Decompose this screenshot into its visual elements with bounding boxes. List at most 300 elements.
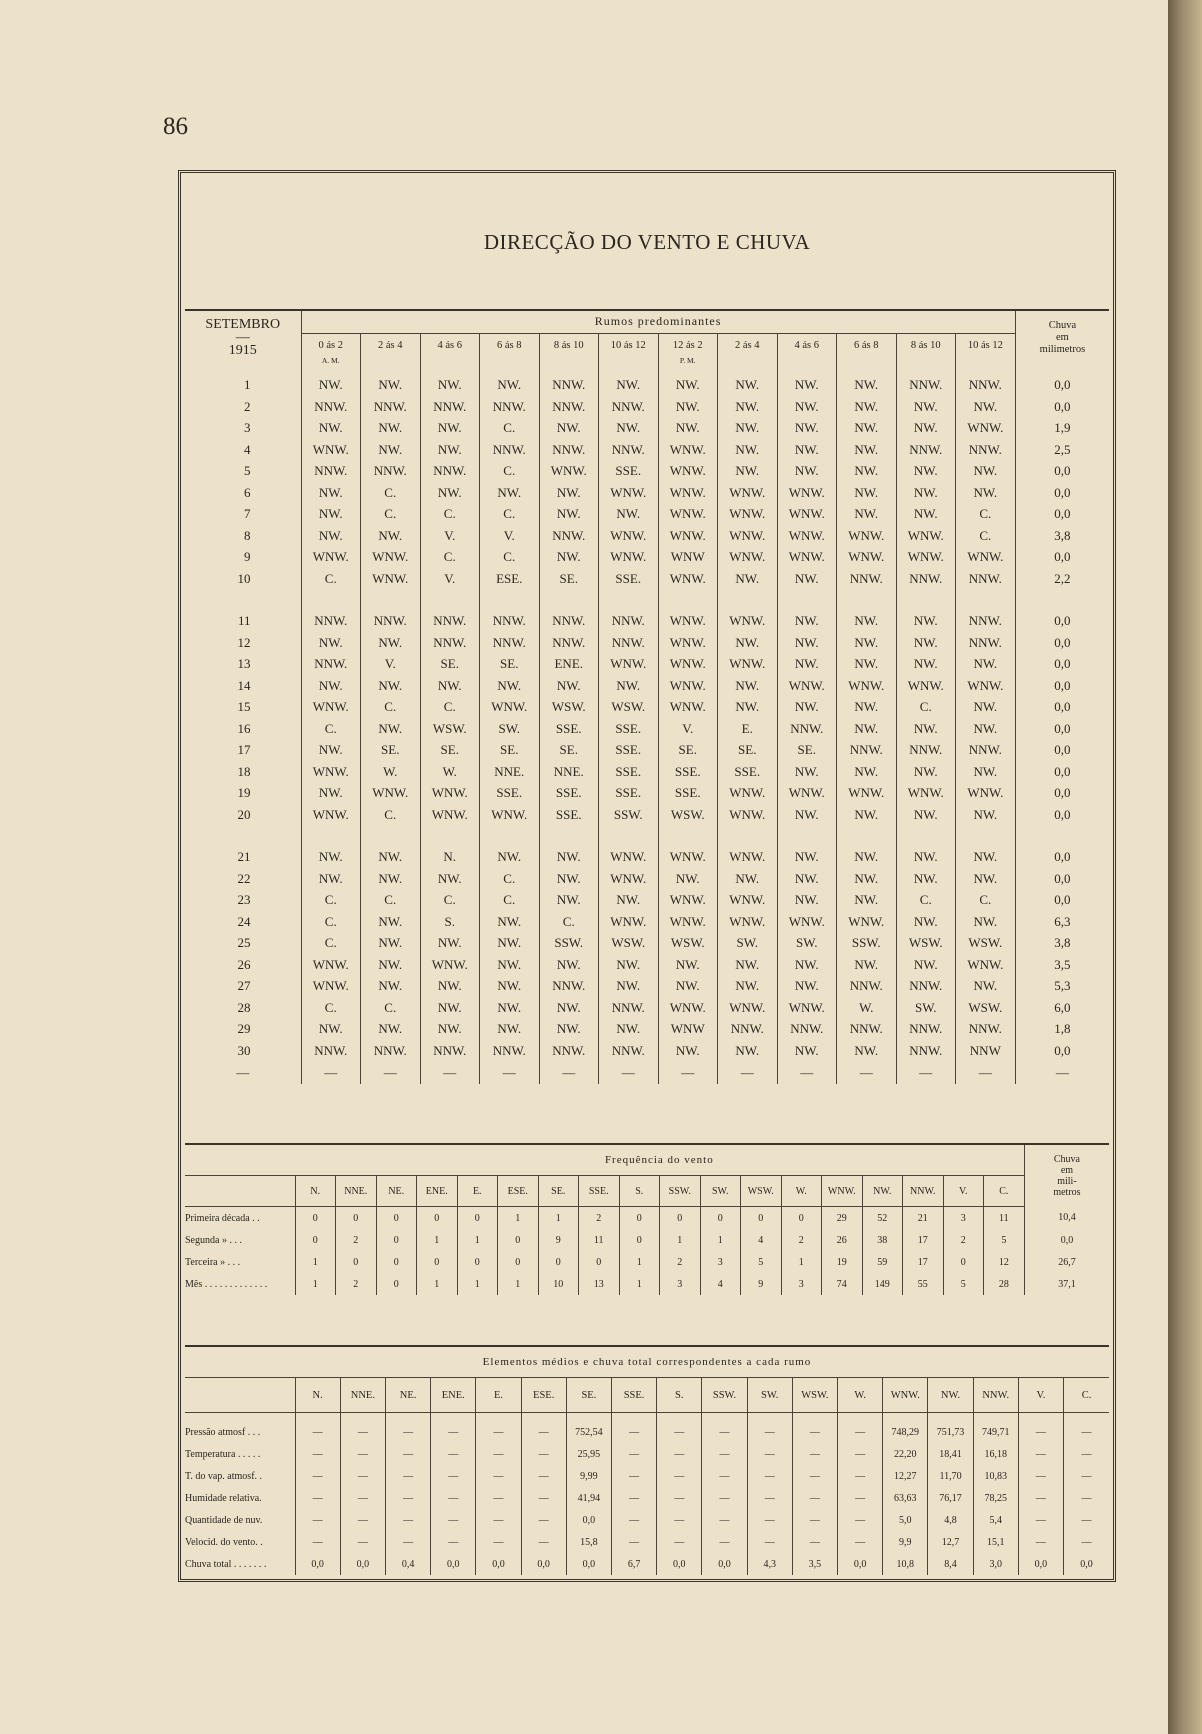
element-cell: — bbox=[702, 1421, 747, 1443]
wind-direction-cell: WNW. bbox=[658, 504, 718, 526]
wind-direction-cell: C. bbox=[480, 504, 540, 526]
wind-direction-cell: WNW. bbox=[480, 804, 540, 826]
frequency-group-label: Frequência do vento bbox=[604, 1154, 714, 1166]
frequency-cell: 1 bbox=[295, 1251, 336, 1273]
element-cell: — bbox=[295, 1465, 340, 1487]
wind-direction-cell: NNW. bbox=[896, 568, 956, 590]
wind-direction-cell: WNW. bbox=[658, 632, 718, 654]
element-cell: — bbox=[611, 1443, 656, 1465]
wind-direction-cell: NNW. bbox=[420, 396, 480, 418]
table-row bbox=[185, 1229, 1109, 1251]
wind-direction-cell: NW. bbox=[658, 954, 718, 976]
table-row bbox=[185, 525, 1109, 547]
element-cell: — bbox=[702, 1531, 747, 1553]
wind-direction-cell: NW. bbox=[896, 632, 956, 654]
wind-direction-cell: NW. bbox=[718, 439, 778, 461]
element-cell: — bbox=[657, 1465, 702, 1487]
wind-direction-cell: NW. bbox=[837, 418, 897, 440]
element-cell: — bbox=[1018, 1421, 1063, 1443]
element-cell: — bbox=[838, 1509, 883, 1531]
day-cell: 2 bbox=[244, 398, 251, 414]
element-cell: — bbox=[1064, 1465, 1109, 1487]
day-cell: 6 bbox=[244, 484, 251, 500]
wind-direction-cell: C. bbox=[480, 868, 540, 890]
wind-direction-cell: WNW. bbox=[658, 568, 718, 590]
frequency-cell: 0 bbox=[336, 1251, 377, 1273]
wind-direction-cell: NNW. bbox=[420, 632, 480, 654]
wind-direction-cell: NW. bbox=[301, 675, 361, 697]
element-cell: 752,54 bbox=[566, 1421, 611, 1443]
wind-direction-cell: NW. bbox=[777, 654, 837, 676]
wind-direction-cell: NW. bbox=[420, 933, 480, 955]
day-cell: 11 bbox=[237, 613, 251, 629]
wind-direction-cell: WNW. bbox=[956, 675, 1016, 697]
element-cell: 16,18 bbox=[973, 1443, 1018, 1465]
wind-direction-cell: ESE. bbox=[480, 568, 540, 590]
element-cell: — bbox=[1018, 1487, 1063, 1509]
day-cell: 13 bbox=[237, 656, 251, 672]
element-cell: — bbox=[611, 1421, 656, 1443]
frequency-cell: 2 bbox=[336, 1273, 377, 1295]
table-row bbox=[185, 375, 1109, 397]
element-cell: 4,8 bbox=[928, 1509, 973, 1531]
wind-direction-cell: SSE. bbox=[539, 718, 599, 740]
wind-direction-cell: NW. bbox=[956, 718, 1016, 740]
wind-direction-cell: WNW. bbox=[956, 954, 1016, 976]
wind-direction-cell: NW. bbox=[480, 847, 540, 869]
wind-direction-cell: WNW. bbox=[956, 547, 1016, 569]
element-cell: — bbox=[611, 1531, 656, 1553]
wind-direction-cell: NW. bbox=[896, 804, 956, 826]
table-row bbox=[185, 654, 1109, 676]
row-label: Mês . . . . . . . . . . . . . bbox=[185, 1278, 268, 1290]
table-row bbox=[185, 418, 1109, 440]
element-cell: — bbox=[747, 1487, 792, 1509]
rain-cell: 0,0 bbox=[1015, 461, 1109, 483]
day-cell: 28 bbox=[237, 999, 251, 1015]
wind-direction-cell: W. bbox=[837, 997, 897, 1019]
wind-direction-cell: NW. bbox=[539, 997, 599, 1019]
element-cell: — bbox=[385, 1509, 430, 1531]
wind-direction-cell: SE. bbox=[361, 740, 421, 762]
element-cell: — bbox=[657, 1443, 702, 1465]
row-label: Humidade relativa. bbox=[185, 1492, 262, 1504]
rain-cell: 0,0 bbox=[1015, 804, 1109, 826]
wind-direction-cell: WNW. bbox=[718, 783, 778, 805]
element-cell: 15,8 bbox=[566, 1531, 611, 1553]
time-column-header: 4 ás 6 bbox=[777, 333, 837, 365]
wind-direction-cell: SE. bbox=[480, 740, 540, 762]
element-cell: 0,0 bbox=[340, 1553, 385, 1575]
wind-direction-cell: NW. bbox=[599, 976, 659, 998]
element-cell: — bbox=[340, 1509, 385, 1531]
element-cell: 8,4 bbox=[928, 1553, 973, 1575]
table-row bbox=[185, 740, 1109, 762]
time-column-header: 8 ás 10 bbox=[896, 333, 956, 365]
frequency-cell: 4 bbox=[700, 1273, 741, 1295]
wind-direction-cell: NW. bbox=[420, 1019, 480, 1041]
wind-direction-cell: WNW. bbox=[658, 525, 718, 547]
wind-direction-cell: NW. bbox=[837, 804, 897, 826]
wind-direction-cell: NW. bbox=[956, 868, 1016, 890]
elements-column-header: SSW. bbox=[702, 1378, 747, 1413]
row-label: Chuva total . . . . . . . bbox=[185, 1558, 267, 1570]
frequency-cell: 74 bbox=[822, 1273, 863, 1295]
elements-column-header: WNW. bbox=[883, 1378, 928, 1413]
wind-direction-cell: WNW. bbox=[361, 547, 421, 569]
wind-direction-cell: WNW bbox=[658, 547, 718, 569]
element-cell: — bbox=[702, 1487, 747, 1509]
wind-direction-cell: NW. bbox=[896, 847, 956, 869]
wind-direction-cell: C. bbox=[361, 482, 421, 504]
table-row bbox=[185, 997, 1109, 1019]
wind-direction-cell: WNW. bbox=[658, 847, 718, 869]
wind-direction-cell: NW. bbox=[896, 868, 956, 890]
wind-direction-cell: NW. bbox=[361, 954, 421, 976]
page-number: 86 bbox=[163, 113, 188, 140]
wind-direction-cell: WNW. bbox=[301, 954, 361, 976]
table-row bbox=[185, 1465, 1109, 1487]
wind-direction-cell: NW. bbox=[718, 954, 778, 976]
wind-direction-cell: NW. bbox=[539, 868, 599, 890]
rain-cell: 0,0 bbox=[1015, 675, 1109, 697]
table-row bbox=[185, 890, 1109, 912]
frequency-cell: 3 bbox=[781, 1273, 822, 1295]
wind-direction-cell: WNW. bbox=[718, 482, 778, 504]
dash-cell: — bbox=[777, 1062, 837, 1084]
time-column-header: 8 ás 10 bbox=[539, 333, 599, 365]
frequency-column-header: E. bbox=[457, 1176, 498, 1207]
wind-direction-cell: NW. bbox=[896, 504, 956, 526]
element-cell: — bbox=[792, 1443, 837, 1465]
wind-direction-cell: NW. bbox=[837, 375, 897, 397]
table-row bbox=[185, 697, 1109, 719]
wind-direction-cell: NW. bbox=[361, 847, 421, 869]
table-row bbox=[185, 396, 1109, 418]
element-cell: — bbox=[431, 1509, 476, 1531]
dash-cell: — bbox=[599, 1062, 659, 1084]
frequency-cell: 2 bbox=[579, 1207, 620, 1230]
frequency-cell: 1 bbox=[417, 1229, 458, 1251]
wind-direction-cell: NNW. bbox=[896, 1040, 956, 1062]
wind-direction-cell: WNW. bbox=[896, 547, 956, 569]
dash-cell: — bbox=[837, 1062, 897, 1084]
element-cell: — bbox=[295, 1531, 340, 1553]
frequency-cell: 2 bbox=[781, 1229, 822, 1251]
element-cell: 749,71 bbox=[973, 1421, 1018, 1443]
wind-direction-cell: WNW. bbox=[420, 954, 480, 976]
wind-direction-cell: WNW. bbox=[956, 418, 1016, 440]
frequency-cell: 3 bbox=[700, 1251, 741, 1273]
element-cell: 4,3 bbox=[747, 1553, 792, 1575]
table-row bbox=[185, 611, 1109, 633]
wind-direction-cell: NW. bbox=[658, 396, 718, 418]
element-cell: — bbox=[476, 1509, 521, 1531]
wind-direction-cell: WNW. bbox=[658, 482, 718, 504]
frequency-cell: 1 bbox=[498, 1273, 539, 1295]
day-cell: 4 bbox=[244, 441, 251, 457]
rumos-group-label: Rumos predominantes bbox=[301, 310, 1015, 333]
element-cell: — bbox=[295, 1421, 340, 1443]
wind-direction-cell: NW. bbox=[480, 976, 540, 998]
wind-direction-cell: NW. bbox=[361, 1019, 421, 1041]
frequency-cell: 55 bbox=[903, 1273, 944, 1295]
frequency-cell: 0 bbox=[376, 1229, 417, 1251]
element-cell: — bbox=[476, 1531, 521, 1553]
wind-direction-cell: WNW. bbox=[718, 504, 778, 526]
element-cell: — bbox=[431, 1421, 476, 1443]
element-cell: — bbox=[1018, 1443, 1063, 1465]
frequency-cell: 0 bbox=[538, 1251, 579, 1273]
time-column-header: 2 ás 4 bbox=[361, 333, 421, 365]
wind-direction-cell: C. bbox=[480, 418, 540, 440]
wind-direction-cell: WNW. bbox=[301, 976, 361, 998]
wind-direction-cell: NW. bbox=[896, 954, 956, 976]
row-label: Primeira década . . bbox=[185, 1212, 260, 1224]
frequency-cell: 0 bbox=[457, 1251, 498, 1273]
wind-direction-cell: NW. bbox=[837, 1040, 897, 1062]
wind-direction-cell: NNW. bbox=[539, 396, 599, 418]
wind-direction-cell: NW. bbox=[956, 761, 1016, 783]
element-cell: — bbox=[792, 1509, 837, 1531]
wind-direction-cell: NNW. bbox=[896, 439, 956, 461]
wind-direction-cell: NNW. bbox=[361, 461, 421, 483]
wind-direction-cell: NW. bbox=[480, 375, 540, 397]
frequency-cell: 0 bbox=[376, 1273, 417, 1295]
wind-direction-cell: NW. bbox=[837, 632, 897, 654]
frequency-column-header: ENE. bbox=[417, 1176, 458, 1207]
wind-direction-cell: NW. bbox=[896, 418, 956, 440]
wind-direction-cell: SSE. bbox=[599, 761, 659, 783]
element-cell: 78,25 bbox=[973, 1487, 1018, 1509]
element-cell: 0,0 bbox=[1018, 1553, 1063, 1575]
table-row bbox=[185, 675, 1109, 697]
frequency-cell: 2 bbox=[336, 1229, 377, 1251]
element-cell: — bbox=[476, 1487, 521, 1509]
wind-direction-cell: NNW. bbox=[539, 375, 599, 397]
wind-direction-cell: C. bbox=[301, 718, 361, 740]
wind-direction-cell: NNW. bbox=[301, 396, 361, 418]
frequency-column-header: NNW. bbox=[903, 1176, 944, 1207]
element-cell: 3,5 bbox=[792, 1553, 837, 1575]
day-cell: 16 bbox=[237, 720, 251, 736]
wind-direction-cell: WNW. bbox=[777, 525, 837, 547]
wind-direction-cell: WNW. bbox=[599, 482, 659, 504]
frequency-cell: 0 bbox=[457, 1207, 498, 1230]
element-cell: 0,0 bbox=[1064, 1553, 1109, 1575]
frequency-column-header: NE. bbox=[376, 1176, 417, 1207]
element-cell: — bbox=[431, 1487, 476, 1509]
frequency-cell: 5 bbox=[943, 1273, 984, 1295]
wind-direction-cell: NW. bbox=[956, 804, 1016, 826]
wind-direction-cell: NW. bbox=[420, 868, 480, 890]
time-column-header: 10 ás 12 bbox=[956, 333, 1016, 365]
wind-direction-cell: WNW. bbox=[599, 847, 659, 869]
frequency-cell: 21 bbox=[903, 1207, 944, 1230]
wind-direction-cell: WNW. bbox=[718, 997, 778, 1019]
table-row bbox=[185, 976, 1109, 998]
wind-direction-cell: NW. bbox=[301, 375, 361, 397]
wind-direction-cell: WNW bbox=[658, 1019, 718, 1041]
wind-direction-cell: NW. bbox=[718, 868, 778, 890]
wind-direction-cell: NNW. bbox=[301, 654, 361, 676]
wind-direction-cell: NNW. bbox=[301, 461, 361, 483]
element-cell: — bbox=[747, 1465, 792, 1487]
dash-cell: — bbox=[236, 1064, 250, 1080]
frequency-cell: 1 bbox=[700, 1229, 741, 1251]
wind-direction-cell: C. bbox=[480, 890, 540, 912]
rain-cell: 0,0 bbox=[1015, 847, 1109, 869]
wind-direction-cell: NW. bbox=[658, 868, 718, 890]
wind-direction-cell: NNW. bbox=[539, 525, 599, 547]
element-cell: — bbox=[1064, 1509, 1109, 1531]
wind-direction-cell: NW. bbox=[361, 525, 421, 547]
frequency-cell: 1 bbox=[660, 1229, 701, 1251]
wind-direction-cell: NW. bbox=[539, 847, 599, 869]
wind-direction-cell: C. bbox=[301, 911, 361, 933]
wind-direction-cell: NNW. bbox=[777, 718, 837, 740]
wind-direction-cell: NNW. bbox=[599, 396, 659, 418]
wind-direction-cell: SSE. bbox=[599, 461, 659, 483]
elements-column-header: NE. bbox=[385, 1378, 430, 1413]
wind-direction-cell: SSE. bbox=[658, 761, 718, 783]
element-cell: 76,17 bbox=[928, 1487, 973, 1509]
wind-direction-cell: WSW. bbox=[658, 933, 718, 955]
wind-direction-cell: SE. bbox=[658, 740, 718, 762]
elements-column-header: E. bbox=[476, 1378, 521, 1413]
wind-direction-cell: NNW. bbox=[599, 611, 659, 633]
rain-cell: 6,3 bbox=[1015, 911, 1109, 933]
wind-direction-cell: NNW. bbox=[896, 1019, 956, 1041]
frequency-cell: 0 bbox=[741, 1207, 782, 1230]
wind-direction-cell: NW. bbox=[837, 482, 897, 504]
wind-direction-cell: NW. bbox=[420, 375, 480, 397]
frequency-cell: 1 bbox=[295, 1273, 336, 1295]
time-column-header: 4 ás 6 bbox=[420, 333, 480, 365]
wind-direction-cell: C. bbox=[420, 890, 480, 912]
wind-direction-cell: NNW. bbox=[896, 740, 956, 762]
element-cell: — bbox=[340, 1465, 385, 1487]
elements-column-header: C. bbox=[1064, 1378, 1109, 1413]
element-cell: 0,0 bbox=[657, 1553, 702, 1575]
wind-direction-cell: NW. bbox=[361, 375, 421, 397]
wind-direction-cell: NW. bbox=[837, 718, 897, 740]
element-cell: — bbox=[838, 1531, 883, 1553]
wind-direction-cell: NNW. bbox=[896, 976, 956, 998]
rain-cell: 0,0 bbox=[1015, 1040, 1109, 1062]
wind-direction-cell: NW. bbox=[956, 911, 1016, 933]
wind-direction-cell: C. bbox=[420, 547, 480, 569]
day-cell: 25 bbox=[237, 935, 251, 951]
wind-direction-cell: NW. bbox=[301, 418, 361, 440]
wind-direction-cell: NW. bbox=[777, 847, 837, 869]
element-cell: 15,1 bbox=[973, 1531, 1018, 1553]
day-cell: 30 bbox=[237, 1042, 251, 1058]
wind-direction-cell: NNW. bbox=[896, 375, 956, 397]
element-cell: 22,20 bbox=[883, 1443, 928, 1465]
wind-direction-cell: V. bbox=[420, 568, 480, 590]
element-cell: 10,83 bbox=[973, 1465, 1018, 1487]
wind-direction-cell: C. bbox=[539, 911, 599, 933]
wind-direction-cell: NW. bbox=[837, 697, 897, 719]
elements-column-header: W. bbox=[838, 1378, 883, 1413]
rain-cell: 0,0 bbox=[1015, 868, 1109, 890]
wind-direction-cell: WSW. bbox=[956, 997, 1016, 1019]
frequency-cell: 1 bbox=[619, 1273, 660, 1295]
wind-direction-cell: SW. bbox=[718, 933, 778, 955]
rain-cell: 0,0 bbox=[1015, 396, 1109, 418]
table-row bbox=[185, 847, 1109, 869]
time-column-header: 12 ás 2 P. M. bbox=[658, 333, 718, 365]
frequency-cell: 3 bbox=[660, 1273, 701, 1295]
wind-direction-cell: WNW. bbox=[599, 868, 659, 890]
element-cell: — bbox=[1064, 1443, 1109, 1465]
wind-direction-cell: NNW. bbox=[480, 396, 540, 418]
element-cell: — bbox=[1064, 1487, 1109, 1509]
element-cell: — bbox=[295, 1509, 340, 1531]
frequency-cell: 29 bbox=[822, 1207, 863, 1230]
wind-direction-cell: WNW. bbox=[837, 547, 897, 569]
frequency-cell: 0 bbox=[498, 1229, 539, 1251]
element-cell: — bbox=[657, 1421, 702, 1443]
wind-direction-cell: NW. bbox=[777, 439, 837, 461]
frequency-cell: 12 bbox=[984, 1251, 1025, 1273]
wind-direction-cell: NW. bbox=[777, 632, 837, 654]
wind-direction-cell: WNW. bbox=[718, 911, 778, 933]
table-row bbox=[185, 761, 1109, 783]
wind-direction-cell: NW. bbox=[837, 654, 897, 676]
wind-direction-cell: SSW. bbox=[599, 804, 659, 826]
wind-direction-cell: NNW. bbox=[777, 1019, 837, 1041]
wind-direction-cell: WNW. bbox=[301, 439, 361, 461]
wind-direction-cell: N. bbox=[420, 847, 480, 869]
wind-direction-cell: NW. bbox=[777, 954, 837, 976]
element-cell: — bbox=[657, 1531, 702, 1553]
wind-direction-cell: NNW. bbox=[599, 1040, 659, 1062]
wind-direction-cell: NW. bbox=[777, 761, 837, 783]
frequency-table bbox=[185, 1143, 1109, 1295]
wind-direction-cell: WNW. bbox=[777, 783, 837, 805]
wind-direction-cell: WNW. bbox=[301, 547, 361, 569]
wind-direction-cell: NW. bbox=[361, 675, 421, 697]
wind-direction-cell: NW. bbox=[837, 847, 897, 869]
wind-direction-cell: NW. bbox=[480, 997, 540, 1019]
frequency-cell: 9 bbox=[741, 1273, 782, 1295]
wind-direction-cell: NW. bbox=[777, 611, 837, 633]
wind-direction-cell: V. bbox=[658, 718, 718, 740]
wind-direction-cell: SSE. bbox=[539, 804, 599, 826]
wind-direction-cell: WNW. bbox=[361, 568, 421, 590]
wind-direction-cell: NW. bbox=[896, 911, 956, 933]
wind-direction-cell: NW. bbox=[301, 868, 361, 890]
wind-direction-cell: NW. bbox=[956, 697, 1016, 719]
wind-direction-cell: NNW. bbox=[956, 740, 1016, 762]
wind-direction-cell: NNW. bbox=[718, 1019, 778, 1041]
rain-cell: 10,4 bbox=[1024, 1207, 1109, 1230]
element-cell: — bbox=[611, 1465, 656, 1487]
frequency-column-header: NNE. bbox=[336, 1176, 377, 1207]
wind-direction-cell: WNW. bbox=[599, 547, 659, 569]
wind-direction-cell: NW. bbox=[480, 933, 540, 955]
wind-direction-cell: NNW. bbox=[539, 976, 599, 998]
wind-direction-cell: NW. bbox=[539, 890, 599, 912]
wind-direction-cell: NNW. bbox=[480, 439, 540, 461]
row-label: Quantidade de nuv. bbox=[185, 1514, 263, 1526]
wind-direction-cell: NNW. bbox=[539, 611, 599, 633]
element-cell: — bbox=[340, 1443, 385, 1465]
wind-direction-cell: WNW. bbox=[599, 911, 659, 933]
wind-direction-cell: NNW. bbox=[956, 632, 1016, 654]
